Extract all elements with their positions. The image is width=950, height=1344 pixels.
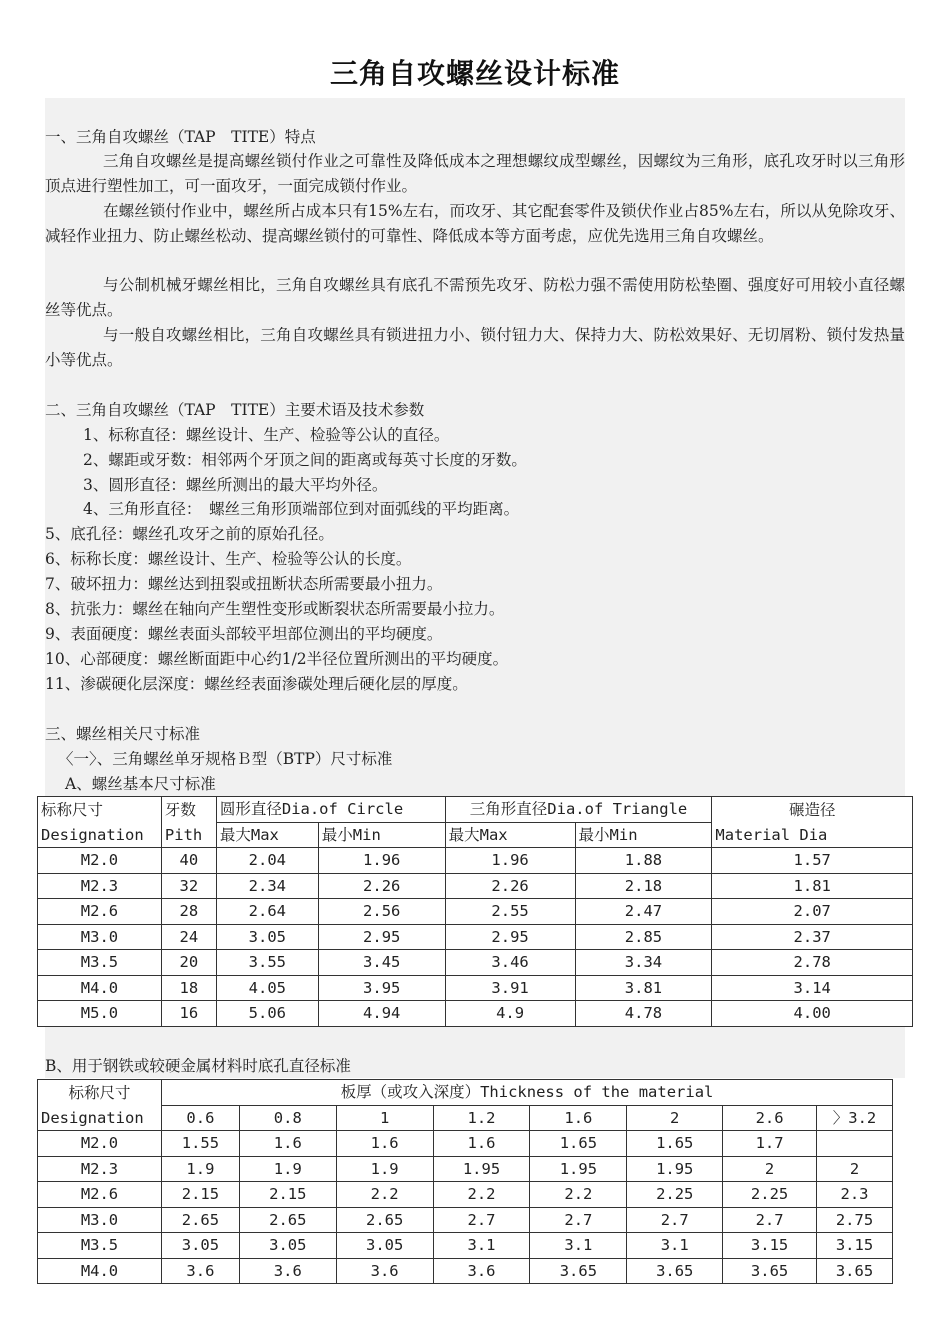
header-cell: Pith	[161, 822, 216, 848]
value-cell: 20	[161, 950, 216, 976]
value-cell: 2.25	[627, 1182, 723, 1208]
value-cell: 3.45	[318, 950, 445, 976]
term-item: 6、标称长度：螺丝设计、生产、检验等公认的长度。	[45, 550, 412, 568]
value-cell: 1.55	[161, 1131, 239, 1157]
value-cell: 2.15	[161, 1182, 239, 1208]
value-cell: 1.9	[161, 1156, 239, 1182]
value-cell: 4.78	[575, 1001, 712, 1027]
header-cell: 1.6	[530, 1105, 627, 1131]
header-cell: 2.6	[723, 1105, 817, 1131]
section1-paragraph-3: 与公制机械牙螺丝相比，三角自攻螺丝具有底孔不需预先攻牙、防松力强不需使用防松垫圈、强度好可用较小直径螺丝等优点。	[45, 276, 905, 319]
table-header-row	[38, 797, 913, 823]
value-cell	[817, 1131, 893, 1157]
value-cell: 3.15	[723, 1233, 817, 1259]
header-cell: 最大Max	[216, 822, 318, 848]
value-cell: 2.65	[161, 1207, 239, 1233]
table-b-caption: B、用于钢铁或较硬金属材料时底孔直径标准	[45, 1057, 351, 1075]
value-cell: 3.95	[318, 975, 445, 1001]
value-cell: 1.95	[433, 1156, 530, 1182]
header-cell: 三角形直径Dia.of Triangle	[445, 797, 712, 823]
value-cell: 2.56	[318, 899, 445, 925]
value-cell: 3.6	[433, 1258, 530, 1284]
table-a-basic-dimensions	[37, 796, 913, 1027]
value-cell: 2	[817, 1156, 893, 1182]
table-row	[38, 1258, 893, 1284]
section3-subheading: 〈一〉、三角螺丝单牙规格Ｂ型（BTP）尺寸标准	[58, 750, 393, 768]
table-row	[38, 1131, 893, 1157]
value-cell: 2.64	[216, 899, 318, 925]
table-header-row	[38, 1105, 893, 1131]
value-cell: 4.05	[216, 975, 318, 1001]
value-cell: 2.26	[318, 873, 445, 899]
value-cell: 3.65	[627, 1258, 723, 1284]
designation-cell: M3.0	[38, 1207, 162, 1233]
value-cell: 2.2	[530, 1182, 627, 1208]
value-cell: 3.55	[216, 950, 318, 976]
value-cell: 2.78	[712, 950, 913, 976]
value-cell: 18	[161, 975, 216, 1001]
value-cell: 2.95	[318, 924, 445, 950]
value-cell: 3.1	[433, 1233, 530, 1259]
term-item: 1、标称直径：螺丝设计、生产、检验等公认的直径。	[83, 426, 450, 444]
value-cell: 3.05	[216, 924, 318, 950]
value-cell: 1.65	[627, 1131, 723, 1157]
value-cell: 1.9	[239, 1156, 336, 1182]
section1-heading: 一、三角自攻螺丝（TAP TITE）特点	[45, 128, 316, 146]
value-cell: 2.47	[575, 899, 712, 925]
header-cell: Material Dia	[712, 822, 913, 848]
value-cell: 4.00	[712, 1001, 913, 1027]
designation-cell: M3.5	[38, 1233, 162, 1259]
term-item: 3、圆形直径：螺丝所测出的最大平均外径。	[83, 476, 388, 494]
value-cell: 2.7	[433, 1207, 530, 1233]
designation-cell: M4.0	[38, 1258, 162, 1284]
value-cell: 3.65	[530, 1258, 627, 1284]
header-cell: 1	[336, 1105, 433, 1131]
value-cell: 1.9	[336, 1156, 433, 1182]
value-cell: 5.06	[216, 1001, 318, 1027]
value-cell: 1.96	[445, 848, 575, 874]
value-cell: 2.65	[336, 1207, 433, 1233]
term-item: 7、破坏扭力：螺丝达到扭裂或扭断状态所需要最小扭力。	[45, 575, 443, 593]
value-cell: 2.7	[723, 1207, 817, 1233]
value-cell: 2.2	[336, 1182, 433, 1208]
header-cell: 2	[627, 1105, 723, 1131]
value-cell: 2.25	[723, 1182, 817, 1208]
value-cell: 2.15	[239, 1182, 336, 1208]
section1-paragraph-4: 与一般自攻螺丝相比，三角自攻螺丝具有锁进扭力小、锁付钮力大、保持力大、防松效果好、无切屑粉、锁付发热量小等优点。	[45, 326, 905, 369]
table-row	[38, 1207, 893, 1233]
value-cell: 3.14	[712, 975, 913, 1001]
designation-cell: M4.0	[38, 975, 162, 1001]
value-cell: 3.46	[445, 950, 575, 976]
designation-cell: M2.6	[38, 1182, 162, 1208]
header-cell: 0.6	[161, 1105, 239, 1131]
header-cell: Designation	[38, 822, 162, 848]
value-cell: 3.1	[627, 1233, 723, 1259]
term-item: 8、抗张力：螺丝在轴向产生塑性变形或断裂状态所需要最小拉力。	[45, 600, 505, 618]
section3-heading: 三、螺丝相关尺寸标准	[45, 725, 201, 743]
value-cell: 3.05	[239, 1233, 336, 1259]
header-cell: 标称尺寸	[38, 797, 162, 823]
value-cell: 2.07	[712, 899, 913, 925]
term-item: 2、螺距或牙数：相邻两个牙顶之间的距离或每英寸长度的牙数。	[83, 451, 527, 469]
header-cell: 最小Min	[575, 822, 712, 848]
value-cell: 1.95	[530, 1156, 627, 1182]
value-cell: 1.95	[627, 1156, 723, 1182]
table-row	[38, 1182, 893, 1208]
table-row	[38, 950, 913, 976]
value-cell: 2	[723, 1156, 817, 1182]
value-cell: 1.6	[336, 1131, 433, 1157]
value-cell: 1.96	[318, 848, 445, 874]
value-cell: 2.34	[216, 873, 318, 899]
table-header-row	[38, 1080, 893, 1106]
value-cell: 1.6	[239, 1131, 336, 1157]
value-cell: 3.65	[723, 1258, 817, 1284]
term-item: 10、心部硬度：螺丝断面距中心约1/2半径位置所测出的平均硬度。	[45, 650, 509, 668]
value-cell: 3.05	[161, 1233, 239, 1259]
value-cell: 1.57	[712, 848, 913, 874]
table-row	[38, 873, 913, 899]
term-item: 9、表面硬度：螺丝表面头部较平坦部位测出的平均硬度。	[45, 625, 443, 643]
term-item: 5、底孔径：螺丝孔攻牙之前的原始孔径。	[45, 525, 334, 543]
term-item: 11、渗碳硬化层深度：螺丝经表面渗碳处理后硬化层的厚度。	[45, 675, 468, 693]
value-cell: 2.85	[575, 924, 712, 950]
value-cell: 2.2	[433, 1182, 530, 1208]
value-cell: 3.6	[336, 1258, 433, 1284]
section1-paragraph-1: 三角自攻螺丝是提高螺丝锁付作业之可靠性及降低成本之理想螺纹成型螺丝，因螺纹为三角形，底孔攻牙时以三角形顶点进行塑性加工，可一面攻牙，一面完成锁付作业。	[45, 152, 905, 195]
designation-cell: M2.3	[38, 1156, 162, 1182]
value-cell: 24	[161, 924, 216, 950]
table-row	[38, 924, 913, 950]
value-cell: 3.91	[445, 975, 575, 1001]
header-cell: 最大Max	[445, 822, 575, 848]
table-row	[38, 1001, 913, 1027]
header-cell: 〉3.2	[817, 1105, 893, 1131]
header-cell: 圆形直径Dia.of Circle	[216, 797, 445, 823]
value-cell: 3.6	[161, 1258, 239, 1284]
value-cell: 3.34	[575, 950, 712, 976]
table-a-caption: A、螺丝基本尺寸标准	[65, 775, 216, 793]
term-item: 4、三角形直径： 螺丝三角形顶端部位到对面弧线的平均距离。	[83, 500, 520, 518]
table-b-hole-diameters	[37, 1079, 893, 1284]
value-cell: 3.65	[817, 1258, 893, 1284]
header-cell: 标称尺寸	[38, 1080, 162, 1106]
table-row	[38, 899, 913, 925]
table-row	[38, 1233, 893, 1259]
value-cell: 2.26	[445, 873, 575, 899]
value-cell: 2.55	[445, 899, 575, 925]
value-cell: 2.18	[575, 873, 712, 899]
section1-paragraph-2: 在螺丝锁付作业中，螺丝所占成本只有15%左右，而攻牙、其它配套零件及锁伏作业占85%左右，所以从免除攻牙、减轻作业扭力、防止螺丝松动、提高螺丝锁付的可靠性、降低成本等方面考虑，应优先选用三角自攻螺丝。	[45, 202, 905, 245]
value-cell: 2.65	[239, 1207, 336, 1233]
value-cell: 2.7	[530, 1207, 627, 1233]
value-cell: 2.95	[445, 924, 575, 950]
table-header-row	[38, 822, 913, 848]
value-cell: 3.05	[336, 1233, 433, 1259]
designation-cell: M2.0	[38, 848, 162, 874]
value-cell: 4.9	[445, 1001, 575, 1027]
value-cell: 2.3	[817, 1182, 893, 1208]
table-row	[38, 848, 913, 874]
value-cell: 2.7	[627, 1207, 723, 1233]
value-cell: 2.37	[712, 924, 913, 950]
header-cell: Designation	[38, 1105, 162, 1131]
value-cell: 1.7	[723, 1131, 817, 1157]
value-cell: 2.04	[216, 848, 318, 874]
header-cell: 牙数	[161, 797, 216, 823]
value-cell: 32	[161, 873, 216, 899]
value-cell: 40	[161, 848, 216, 874]
designation-cell: M2.0	[38, 1131, 162, 1157]
header-cell: 碾造径	[712, 797, 913, 823]
designation-cell: M2.3	[38, 873, 162, 899]
header-cell: 0.8	[239, 1105, 336, 1131]
value-cell: 3.15	[817, 1233, 893, 1259]
designation-cell: M5.0	[38, 1001, 162, 1027]
table-row	[38, 975, 913, 1001]
value-cell: 3.6	[239, 1258, 336, 1284]
value-cell: 16	[161, 1001, 216, 1027]
value-cell: 4.94	[318, 1001, 445, 1027]
value-cell: 1.6	[433, 1131, 530, 1157]
designation-cell: M2.6	[38, 899, 162, 925]
header-cell: 1.2	[433, 1105, 530, 1131]
value-cell: 2.75	[817, 1207, 893, 1233]
designation-cell: M3.0	[38, 924, 162, 950]
value-cell: 28	[161, 899, 216, 925]
section2-heading: 二、三角自攻螺丝（TAP TITE）主要术语及技术参数	[45, 401, 425, 419]
designation-cell: M3.5	[38, 950, 162, 976]
header-cell: 最小Min	[318, 822, 445, 848]
header-cell: 板厚（或攻入深度）Thickness of the material	[161, 1080, 892, 1106]
value-cell: 3.81	[575, 975, 712, 1001]
value-cell: 3.1	[530, 1233, 627, 1259]
page-title: 三角自攻螺丝设计标准	[329, 57, 620, 90]
value-cell: 1.88	[575, 848, 712, 874]
table-row	[38, 1156, 893, 1182]
value-cell: 1.65	[530, 1131, 627, 1157]
value-cell: 1.81	[712, 873, 913, 899]
